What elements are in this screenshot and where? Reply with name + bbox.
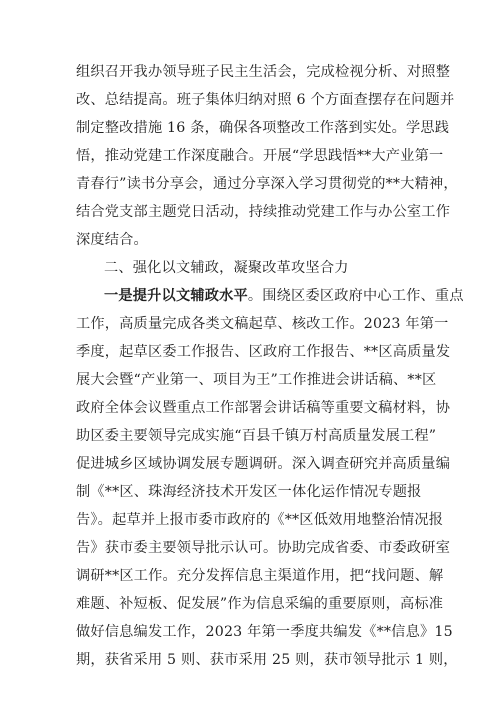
paragraph-line: 结合党支部主题党日活动，持续推动党建工作与办公室工作 [76, 204, 451, 220]
paragraph-line: 制《**区、珠海经济技术开发区一体化运作情况专题报 [76, 484, 422, 500]
paragraph-line: 告》。起草并上报市委市政府的《**区低效用地整治情况报 [76, 512, 444, 528]
paragraph-line: 季度，起草区委工作报告、区政府工作报告、**区高质量发 [76, 344, 451, 360]
section-heading: 二、强化以文辅政，凝聚改革攻坚合力 [104, 260, 349, 276]
paragraph-line: 改、总结提高。班子集体归纳对照 6 个方面查摆存在问题并 [76, 92, 455, 108]
paragraph-line: 工作，高质量完成各类文稿起草、核改工作。2023 年第一 [76, 316, 449, 332]
paragraph-line: 促进城乡区域协调发展专题调研。深入调查研究并高质量编 [76, 456, 451, 472]
paragraph-lead-rest: 。围绕区委区政府中心工作、重点 [247, 288, 464, 304]
paragraph-line: 政府全体会议暨重点工作部署会讲话稿等重要文稿材料，协 [76, 400, 451, 416]
paragraph-line: 悟，推动党建工作深度融合。开展“学思践悟**大产业第一 [76, 148, 444, 164]
paragraph-line: 组织召开我办领导班子民主生活会，完成检视分析、对照整 [76, 64, 451, 80]
paragraph-line: 做好信息编发工作，2023 年第一季度共编发《**信息》15 [76, 624, 453, 640]
paragraph-line: 深度结合。 [76, 232, 148, 248]
paragraph-line: 难题、补短板、促发展”作为信息采编的重要原则，高标准 [76, 596, 444, 612]
paragraph-lead: 一是提升以文辅政水平 [104, 288, 248, 304]
paragraph-first-line [104, 286, 464, 306]
paragraph-line: 期，获省采用 5 则、获市采用 25 则，获市领导批示 1 则， [76, 652, 458, 668]
paragraph-line: 制定整改措施 16 条，确保各项整改工作落到实处。学思践 [76, 120, 450, 136]
paragraph-line: 青春行”读书分享会，通过分享深入学习贯彻党的**大精神， [76, 176, 458, 192]
paragraph-line: 告》获市委主要领导批示认可。协助完成省委、市委政研室 [76, 540, 451, 556]
paragraph-line: 调研**区工作。充分发挥信息主渠道作用，把“找问题、解 [76, 568, 444, 584]
paragraph-line: 助区委主要领导完成实施“百县千镇万村高质量发展工程” [76, 428, 437, 444]
paragraph-line: 展大会暨“产业第一、项目为王”工作推进会讲话稿、**区 [76, 372, 437, 388]
